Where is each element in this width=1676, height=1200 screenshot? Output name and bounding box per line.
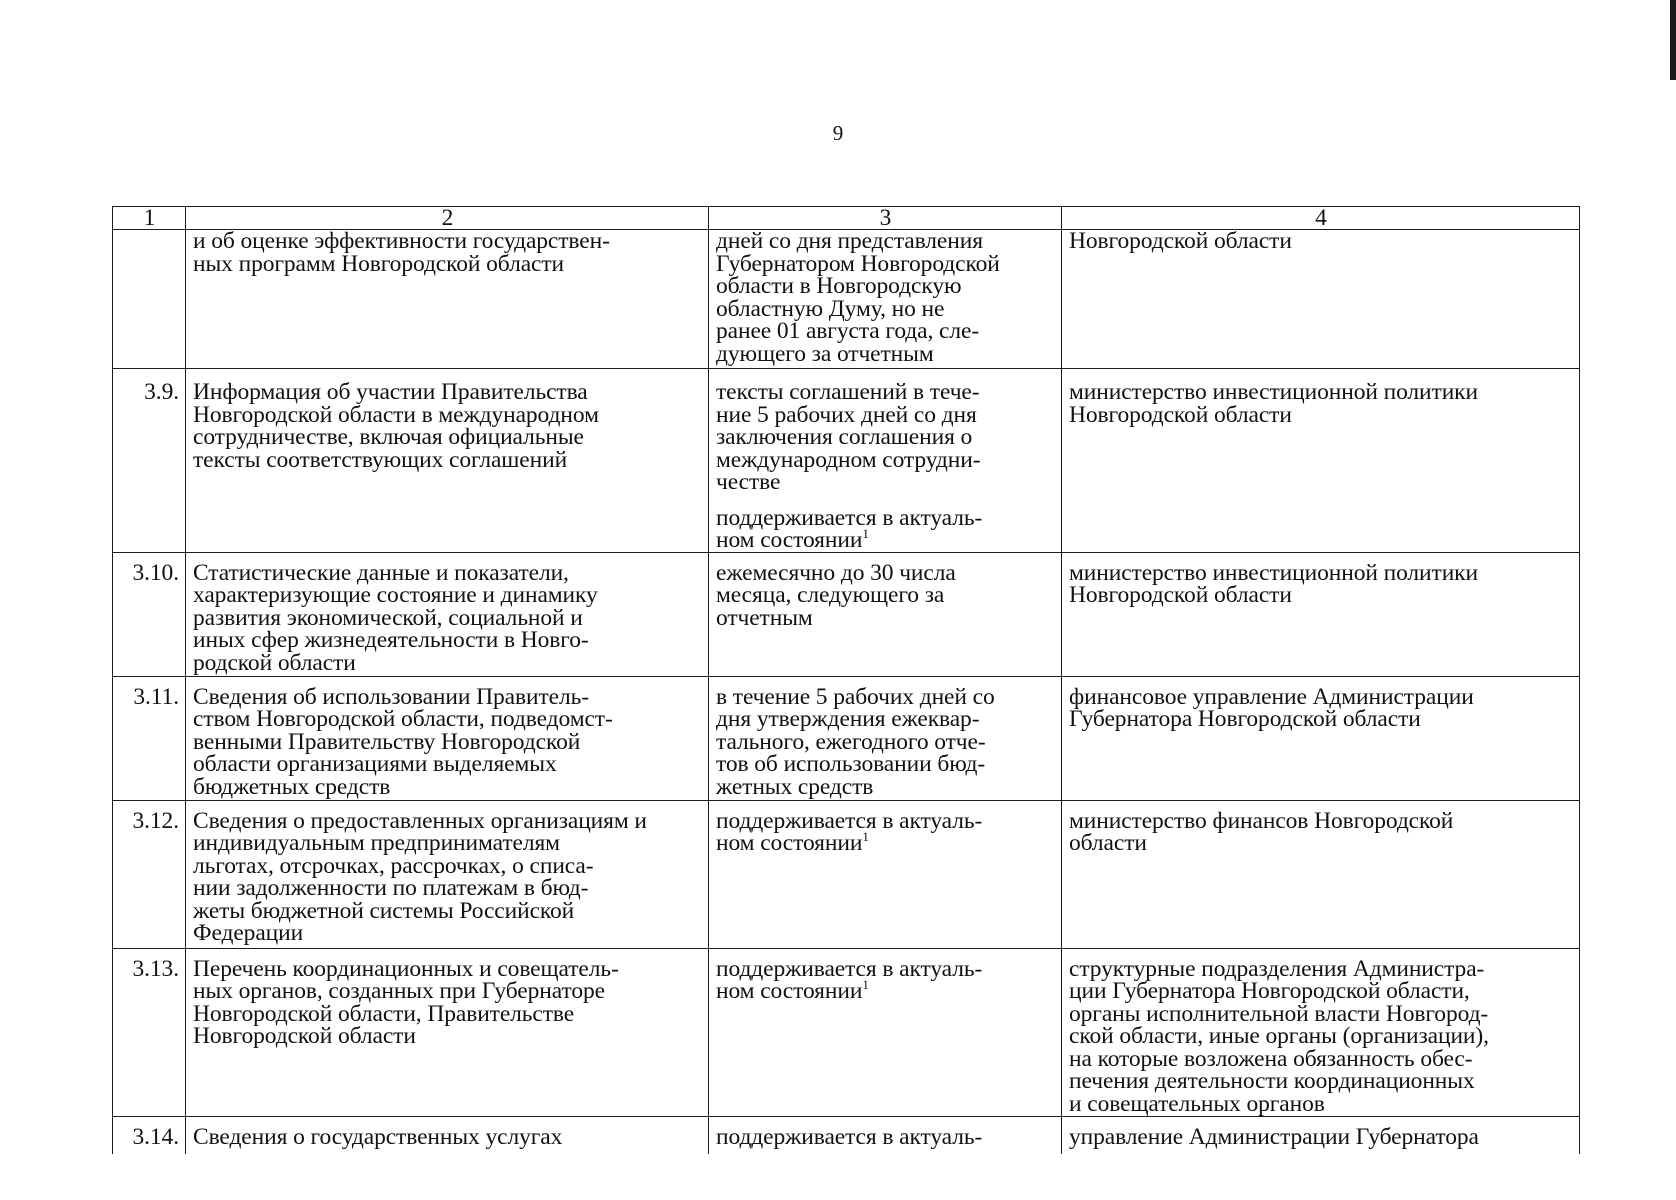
responsible-cell	[1062, 948, 1580, 1116]
term-cell	[709, 552, 1062, 676]
footnote-mark: 1	[862, 977, 869, 993]
table-row	[113, 369, 1580, 553]
info-cell	[186, 948, 709, 1116]
header-cell: 3	[709, 207, 1062, 230]
term-cell	[709, 948, 1062, 1116]
info-text: Сведения о государственных услугах	[193, 1123, 563, 1150]
responsible-cell	[1062, 230, 1580, 369]
footnote-mark: 1	[862, 526, 869, 542]
info-text: Информация об участии Правительства Новгородской области в международном сотрудничестве, включая официальные тексты соответствующих соглашений	[193, 379, 599, 473]
info-cell	[186, 800, 709, 948]
table-row	[113, 948, 1580, 1116]
info-cell	[186, 676, 709, 800]
responsible-text: министерство финансов Новгородской области	[1069, 807, 1454, 856]
info-text: Статистические данные и показатели, характеризующие состояние и динамику развития экономической, социальной и иных сфер жизнедеятельности в Новго- родской области	[193, 559, 598, 676]
responsible-text: Новгородской области	[1069, 228, 1292, 254]
term-cell	[709, 230, 1062, 369]
row-number: 3.10.	[113, 552, 186, 676]
info-text: Сведения об использовании Правитель- ством Новгородской области, подведомст- венными Правительству Новгородской области организациями выделяемых бюджетных средств	[193, 683, 613, 800]
header-cell: 1	[113, 207, 186, 230]
row-number: 3.12.	[113, 800, 186, 948]
table-row	[113, 1116, 1580, 1154]
row-number: 3.9.	[113, 369, 186, 553]
responsible-cell	[1062, 1116, 1580, 1154]
responsible-text: министерство инвестиционной политики Новгородской области	[1069, 559, 1478, 608]
responsible-text: управление Администрации Губернатора	[1069, 1123, 1479, 1150]
header-cell: 4	[1062, 207, 1580, 230]
term-cell	[709, 369, 1062, 553]
row-number: 3.13.	[113, 948, 186, 1116]
table-row	[113, 230, 1580, 369]
header-cell: 2	[186, 207, 709, 230]
disclosure-table	[112, 206, 1580, 1154]
info-text: Перечень координационных и совещатель- ных органов, созданных при Губернаторе Новгородской области, Правительстве Новгородской области	[193, 955, 619, 1049]
term-note	[716, 504, 1055, 553]
responsible-cell	[1062, 552, 1580, 676]
scan-edge-mark	[1670, 0, 1676, 80]
table-row	[113, 676, 1580, 800]
footnote-mark: 1	[862, 829, 869, 845]
row-number: 3.11.	[113, 676, 186, 800]
table-row	[113, 552, 1580, 676]
responsible-text: министерство инвестиционной политики Новгородской области	[1069, 379, 1478, 428]
term-cell	[709, 1116, 1062, 1154]
term-text: поддерживается в актуаль- ном состоянии	[716, 807, 983, 856]
page-number: 9	[832, 121, 844, 145]
term-text: дней со дня представления Губернатором Новгородской области в Новгородскую областную Думу, но не ранее 01 августа года, сле- дующего за отчетным	[716, 228, 1000, 367]
info-cell	[186, 1116, 709, 1154]
responsible-cell	[1062, 369, 1580, 553]
table-header-row	[113, 207, 1580, 230]
term-cell	[709, 676, 1062, 800]
term-cell	[709, 800, 1062, 948]
responsible-cell	[1062, 800, 1580, 948]
term-text: тексты соглашений в тече- ние 5 рабочих дней со дня заключения соглашения о международном сотрудни- честве	[716, 379, 981, 495]
info-cell	[186, 552, 709, 676]
responsible-text: структурные подразделения Администра- ции Губернатора Новгородской области, органы исполнительной власти Новгород- ской области, иные органы (организации), на которые возложена обязанность обес- печения деятельности координационных и совещательных органов	[1069, 955, 1489, 1117]
term-text: поддерживается в актуаль- ном состоянии	[716, 955, 983, 1004]
info-cell	[186, 230, 709, 369]
info-cell	[186, 369, 709, 553]
term-text: поддерживается в актуаль-	[716, 1123, 983, 1150]
term-text: ежемесячно до 30 числа месяца, следующего за отчетным	[716, 559, 956, 631]
responsible-cell	[1062, 676, 1580, 800]
term-note-text: поддерживается в актуаль- ном состоянии	[716, 504, 983, 553]
row-number: 3.14.	[113, 1116, 186, 1154]
info-text: и об оценке эффективности государствен- ных программ Новгородской области	[193, 228, 610, 277]
info-text: Сведения о предоставленных организациям и индивидуальным предпринимателям льготах, отсрочках, рассрочках, о списа- нии задолженности по платежам в бюд- жеты бюджетной системы Российской Федерации	[193, 807, 647, 946]
term-text: в течение 5 рабочих дней со дня утверждения ежеквар- тального, ежегодного отче- тов об использовании бюд- жетных средств	[716, 683, 995, 800]
responsible-text: финансовое управление Администрации Губернатора Новгородской области	[1069, 683, 1474, 732]
row-number	[113, 230, 186, 369]
table-row	[113, 800, 1580, 948]
